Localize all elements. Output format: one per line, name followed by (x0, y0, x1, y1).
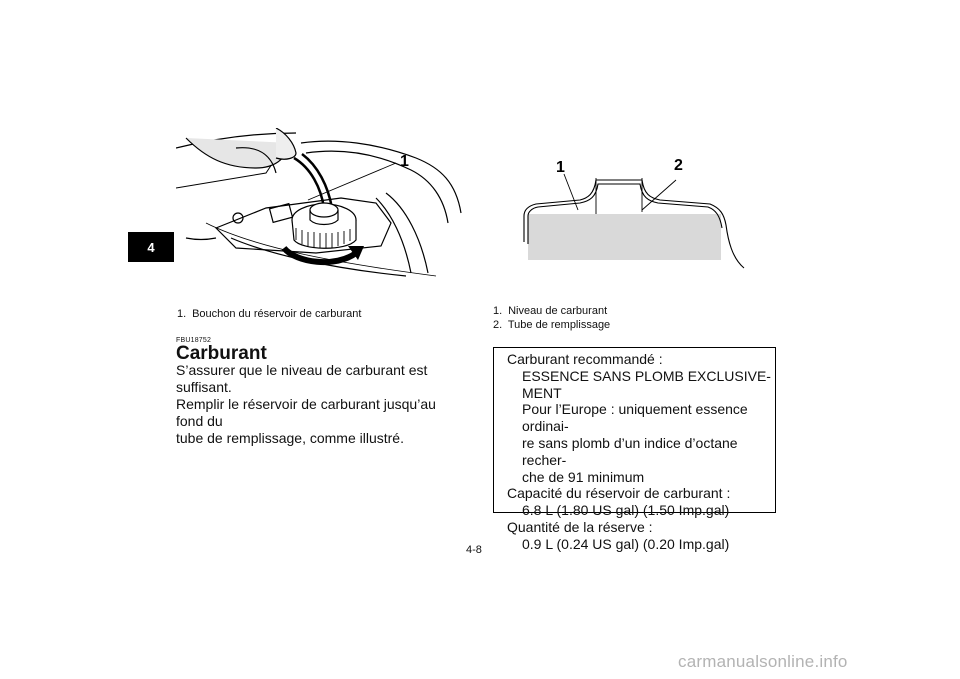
caption-number: 1. (177, 308, 187, 320)
section-code: FBU18752 (176, 337, 212, 344)
caption-number: 2. (493, 319, 503, 331)
spec-line: ESSENCE SANS PLOMB EXCLUSIVE- (522, 367, 771, 384)
fuel-cap-illustration (176, 128, 466, 278)
chapter-tab: 4 (128, 232, 174, 262)
callout-1: 1 (556, 159, 565, 176)
caption-text: Niveau de carburant (508, 305, 608, 317)
spec-line: re sans plomb d’un indice d’octane recher- (522, 434, 738, 468)
callout-2: 2 (674, 157, 683, 174)
body-line: tube de remplissage, comme illustré. (176, 430, 404, 446)
figure-caption-right (493, 305, 610, 331)
caption-item (177, 308, 361, 320)
fuel-level-diagram (520, 150, 750, 270)
spec-line: MENT (522, 384, 562, 401)
fuel-spec-box (493, 347, 776, 552)
callout-1: 1 (400, 153, 409, 170)
spec-line: 6.8 L (1.80 US gal) (1.50 Imp.gal) (522, 502, 730, 519)
caption-item (493, 319, 610, 331)
figure-caption-left (177, 308, 361, 320)
body-line: S’assurer que le niveau de carburant est suffisant. (176, 362, 428, 395)
spec-line: Capacité du réservoir de carburant : (507, 485, 731, 502)
page-number: 4-8 (466, 544, 482, 556)
section-body (176, 362, 466, 447)
spec-line: Quantité de la réserve : (507, 518, 653, 535)
body-line: Remplir le réservoir de carburant jusqu’au fond du (176, 396, 436, 429)
watermark: carmanualsonline.info (678, 652, 848, 671)
caption-text: Tube de remplissage (507, 319, 611, 331)
spec-line: che de 91 minimum (522, 468, 645, 485)
caption-item (493, 305, 610, 317)
spec-line: Carburant recommandé : (507, 351, 663, 367)
caption-text: Bouchon du réservoir de carburant (192, 308, 362, 320)
section-title: Carburant (176, 343, 267, 364)
spec-line: 0.9 L (0.24 US gal) (0.20 Imp.gal) (522, 535, 730, 552)
spec-line: Pour l’Europe : uniquement essence ordinai- (522, 401, 748, 435)
fuel-level-fill (528, 214, 721, 260)
caption-number: 1. (493, 305, 503, 317)
